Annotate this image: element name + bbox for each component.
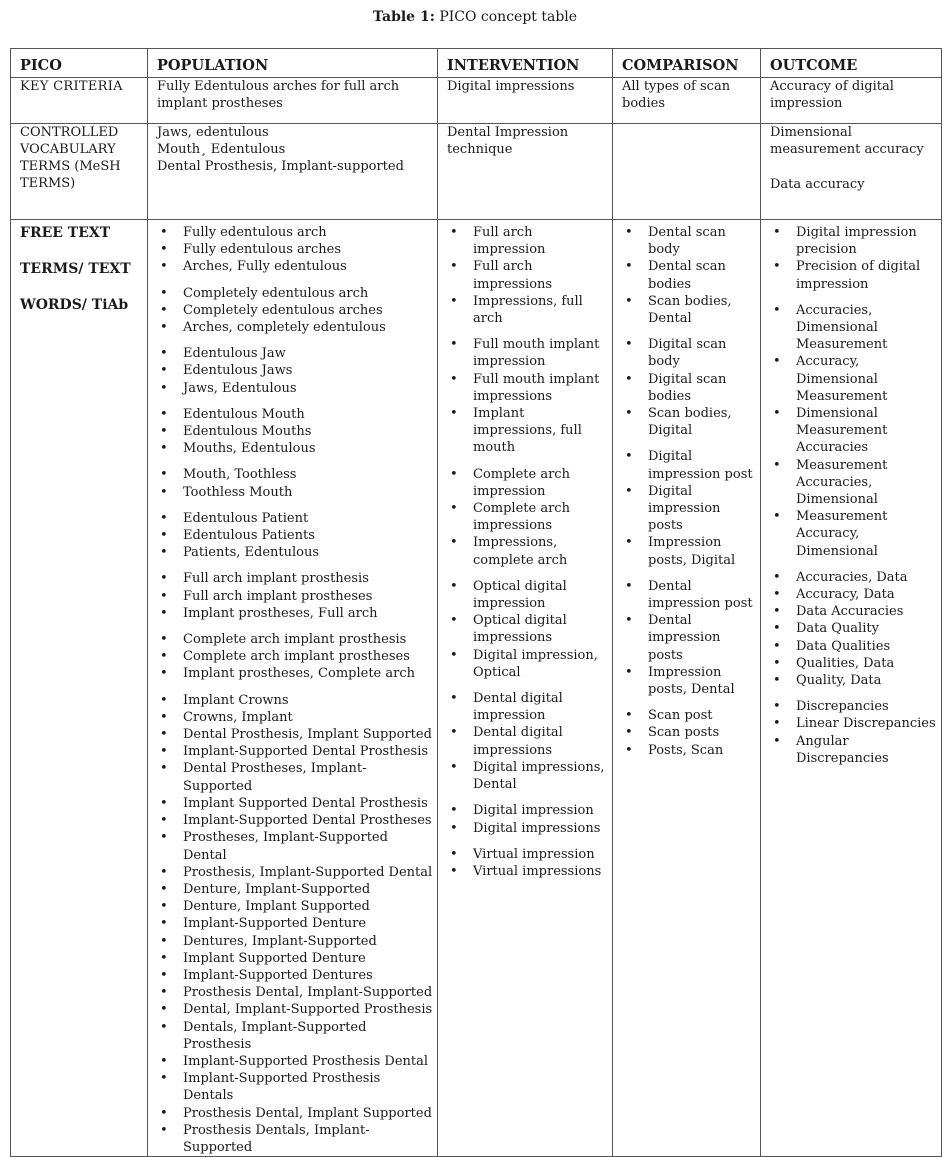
intervention-term-list [447, 224, 608, 880]
term-list-item: • Dental digital impressions [447, 724, 608, 758]
term-list-item: • Full mouth implant impression [447, 336, 608, 370]
term-list-item: • Fully edentulous arches [157, 241, 433, 258]
term-list-item: • Linear Discrepancies [770, 715, 937, 732]
controlled-comparison [613, 124, 761, 220]
controlled-label-line: VOCABULARY [20, 142, 116, 157]
term-list-item: • Accuracies, Data [770, 569, 937, 586]
term-list-item: • Prosthesis Dental, Implant-Supported [157, 984, 433, 1001]
term-list-item: • Implant-Supported Prosthesis Dental [157, 1053, 433, 1070]
term-list-item: • Implant Supported Denture [157, 950, 433, 967]
outcome-term-list [770, 224, 937, 767]
free-text-intervention [438, 220, 613, 1157]
term-list-item: • Arches, completely edentulous [157, 319, 433, 336]
term-list-item: • Digital impressions, Dental [447, 759, 608, 793]
term-list-item: • Quality, Data [770, 672, 937, 689]
pico-table [10, 48, 942, 1157]
term-list-item: • Digital impression post [622, 448, 756, 482]
controlled-intervention: Dental Impression technique [438, 124, 613, 220]
term-list-item: • Full mouth implant impressions [447, 371, 608, 405]
controlled-label-line: TERMS) [20, 176, 76, 191]
mesh-term: Dental Prosthesis, Implant-supported [157, 159, 404, 174]
term-list-item: • Full arch implant prosthesis [157, 570, 433, 587]
population-term-list [157, 224, 433, 1156]
controlled-row [11, 124, 942, 220]
term-list-item: • Dental Prosthesis, Implant Supported [157, 726, 433, 743]
term-list-item: • Implant prostheses, Complete arch [157, 665, 433, 682]
controlled-outcome [761, 124, 942, 220]
term-list-item: • Digital impressions [447, 820, 608, 837]
term-list-item: • Measurement Accuracy, Dimensional [770, 508, 937, 560]
term-list-item: • Discrepancies [770, 698, 937, 715]
term-list-item: • Impression posts, Digital [622, 534, 756, 568]
term-list-item: • Scan post [622, 707, 756, 724]
free-text-label-line: FREE TEXT [20, 225, 111, 241]
term-list-item: • Prosthesis Dental, Implant Supported [157, 1105, 433, 1122]
term-list-item: • Impression posts, Dental [622, 664, 756, 698]
free-text-outcome [761, 220, 942, 1157]
term-list-item: • Complete arch implant prosthesis [157, 631, 433, 648]
term-list-item: • Data Accuracies [770, 603, 937, 620]
term-list-item: • Implant Crowns [157, 692, 433, 709]
term-list-item: • Edentulous Jaw [157, 345, 433, 362]
term-list-item: • Implant Supported Dental Prosthesis [157, 795, 433, 812]
term-list-item: • Dentals, Implant-Supported Prosthesis [157, 1019, 433, 1053]
term-list-item: • Qualities, Data [770, 655, 937, 672]
term-list-item: • Angular Discrepancies [770, 733, 937, 767]
term-list-item: • Data Qualities [770, 638, 937, 655]
caption-label: Table 1: [372, 9, 435, 25]
term-list-item: • Measurement Accuracies, Dimensional [770, 457, 937, 509]
term-list-item: • Accuracy, Data [770, 586, 937, 603]
term-list-item: • Dental impression posts [622, 612, 756, 664]
term-list-item: • Mouths, Edentulous [157, 440, 433, 457]
free-text-label-line: WORDS/ TiAb [20, 297, 129, 313]
term-list-item: • Digital impression precision [770, 224, 937, 258]
term-list-item: • Scan bodies, Dental [622, 293, 756, 327]
header-pico: PICO [11, 49, 148, 78]
mesh-term: Data accuracy [770, 177, 865, 192]
term-list-item: • Edentulous Patients [157, 527, 433, 544]
term-list-item: • Impressions, complete arch [447, 534, 608, 568]
term-list-item: • Complete arch implant prostheses [157, 648, 433, 665]
caption-text: PICO concept table [434, 9, 578, 25]
term-list-item: • Dental, Implant-Supported Prosthesis [157, 1001, 433, 1018]
term-list-item: • Dental scan bodies [622, 258, 756, 292]
term-list-item: • Scan bodies, Digital [622, 405, 756, 439]
term-list-item: • Data Quality [770, 620, 937, 637]
term-list-item: • Completely edentulous arches [157, 302, 433, 319]
term-list-item: • Complete arch impressions [447, 500, 608, 534]
key-criteria-row [11, 78, 942, 124]
term-list-item: • Virtual impressions [447, 863, 608, 880]
term-list-item: • Denture, Implant Supported [157, 898, 433, 915]
term-list-item: • Optical digital impression [447, 578, 608, 612]
term-list-item: • Accuracies, Dimensional Measurement [770, 302, 937, 354]
key-population: Fully Edentulous arches for full arch implant prostheses [148, 78, 438, 124]
term-list-item: • Arches, Fully edentulous [157, 258, 433, 275]
term-list-item: • Full arch implant prostheses [157, 588, 433, 605]
term-list-item: • Digital impression [447, 802, 608, 819]
term-list-item: • Implant-Supported Dentures [157, 967, 433, 984]
term-list-item: • Full arch impression [447, 224, 608, 258]
term-list-item: • Dental impression post [622, 578, 756, 612]
mesh-term: Mouth¸ Edentulous [157, 142, 286, 157]
key-intervention: Digital impressions [438, 78, 613, 124]
term-list-item: • Edentulous Patient [157, 510, 433, 527]
header-intervention: INTERVENTION [438, 49, 613, 78]
header-population: POPULATION [148, 49, 438, 78]
term-list-item: • Dental digital impression [447, 690, 608, 724]
header-row [11, 49, 942, 78]
key-comparison: All types of scan bodies [613, 78, 761, 124]
term-list-item: • Implant-Supported Dental Prostheses [157, 812, 433, 829]
term-list-item: • Implant prostheses, Full arch [157, 605, 433, 622]
term-list-item: • Virtual impression [447, 846, 608, 863]
free-text-population [148, 220, 438, 1157]
term-list-item: • Impressions, full arch [447, 293, 608, 327]
term-list-item: • Digital scan body [622, 336, 756, 370]
term-list-item: • Dental scan body [622, 224, 756, 258]
term-list-item: • Prosthesis, Implant-Supported Dental [157, 864, 433, 881]
term-list-item: • Completely edentulous arch [157, 285, 433, 302]
term-list-item: • Implant-Supported Denture [157, 915, 433, 932]
table-caption [0, 8, 950, 26]
term-list-item: • Optical digital impressions [447, 612, 608, 646]
mesh-term: Dimensional measurement accuracy [770, 125, 924, 157]
term-list-item: • Prosthesis Dentals, Implant-Supported [157, 1122, 433, 1156]
term-list-item: • Digital impression, Optical [447, 647, 608, 681]
term-list-item: • Mouth, Toothless [157, 466, 433, 483]
mesh-term: Jaws, edentulous [157, 125, 269, 140]
term-list-item: • Edentulous Jaws [157, 362, 433, 379]
free-text-row [11, 220, 942, 1157]
controlled-label-line: TERMS (MeSH [20, 159, 121, 174]
term-list-item: • Toothless Mouth [157, 484, 433, 501]
term-list-item: • Jaws, Edentulous [157, 380, 433, 397]
term-list-item: • Edentulous Mouths [157, 423, 433, 440]
term-list-item: • Accuracy, Dimensional Measurement [770, 353, 937, 405]
free-text-label-line: TERMS/ TEXT [20, 261, 131, 277]
term-list-item: • Full arch impressions [447, 258, 608, 292]
term-list-item: • Precision of digital impression [770, 258, 937, 292]
term-list-item: • Implant-Supported Prosthesis Dentals [157, 1070, 433, 1104]
term-list-item: • Crowns, Implant [157, 709, 433, 726]
term-list-item: • Implant-Supported Dental Prosthesis [157, 743, 433, 760]
header-outcome: OUTCOME [761, 49, 942, 78]
term-list-item: • Dental Prostheses, Implant-Supported [157, 760, 433, 794]
key-criteria-label: KEY CRITERIA [11, 78, 148, 124]
term-list-item: • Implant impressions, full mouth [447, 405, 608, 457]
term-list-item: • Digital scan bodies [622, 371, 756, 405]
controlled-label-line: CONTROLLED [20, 125, 119, 140]
term-list-item: • Patients, Edentulous [157, 544, 433, 561]
term-list-item: • Complete arch impression [447, 466, 608, 500]
term-list-item: • Posts, Scan [622, 742, 756, 759]
controlled-label [11, 124, 148, 220]
term-list-item: • Dimensional Measurement Accuracies [770, 405, 937, 457]
term-list-item: • Digital impression posts [622, 483, 756, 535]
key-outcome: Accuracy of digital impression [761, 78, 942, 124]
term-list-item: • Fully edentulous arch [157, 224, 433, 241]
free-text-comparison [613, 220, 761, 1157]
controlled-population [148, 124, 438, 220]
term-list-item: • Edentulous Mouth [157, 406, 433, 423]
header-comparison: COMPARISON [613, 49, 761, 78]
term-list-item: • Denture, Implant-Supported [157, 881, 433, 898]
term-list-item: • Dentures, Implant-Supported [157, 933, 433, 950]
comparison-term-list [622, 224, 756, 759]
free-text-label [11, 220, 148, 1157]
term-list-item: • Scan posts [622, 724, 756, 741]
term-list-item: • Prostheses, Implant-Supported Dental [157, 829, 433, 863]
